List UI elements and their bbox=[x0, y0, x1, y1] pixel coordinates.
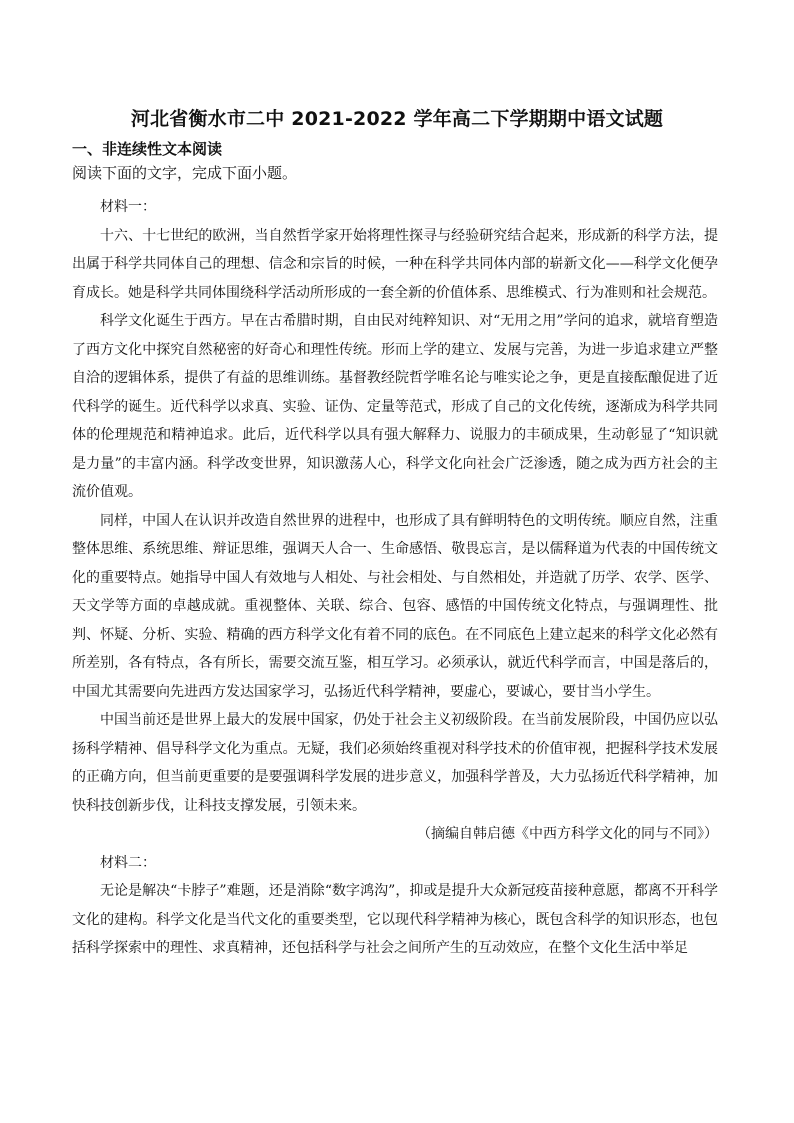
material2-paragraph-1: 无论是解决“卡脖子”难题，还是消除“数字鸿沟”，抑或是提升大众新冠疫苗接种意愿，都离不开科学文化的建构。科学文化是当代文化的重要类型，它以现代科学精神为核心，既包含科学的知识形态，也包括科学探索中的理性、求真精神，还包括科学与社会之间所产生的互动效应，在整个文化生活中举足 bbox=[72, 883, 718, 956]
material1-label: 材料一： bbox=[100, 199, 156, 215]
material1-paragraph-1: 十六、十七世纪的欧洲，当自然哲学家开始将理性探寻与经验研究结合起来，形成新的科学方法，提出属于科学共同体自己的理想、信念和宗旨的时候，一种在科学共同体内部的崭新文化——科学文化便孕育成长。她是科学共同体围绕科学活动所形成的一套全新的价值体系、思维模式、行为准则和社会规范。 bbox=[72, 227, 718, 301]
material1-paragraph-2: 科学文化诞生于西方。早在古希腊时期，自由民对纯粹知识、对“无用之用”学问的追求，就培育塑造了西方文化中探究自然秘密的好奇心和理性传统。形而上学的建立、发展与完善，为进一步追求建立严整自洽的逻辑体系，提供了有益的思维训练。基督教经院哲学唯名论与唯实论之争，更是直接酝酿促进了近代科学的诞生。近代科学以求真、实验、证伪、定量等范式，形成了自己的文化传统，逐渐成为科学共同体的伦理规范和精神追求。此后，近代科学以具有强大解释力、说服力的丰硕成果，生动彰显了“知识就是力量”的丰富内涵。科学改变世界，知识激荡人心，科学文化向社会广泛渗透，随之成为西方社会的主流价值观。 bbox=[72, 313, 718, 500]
reading-passage bbox=[72, 193, 718, 963]
material1-source: （摘编自韩启德《中西方科学文化的同与不同》） bbox=[417, 826, 718, 842]
section-heading: 一、非连续性文本阅读 bbox=[72, 140, 223, 158]
instruction-text: 阅读下面的文字，完成下面小题。 bbox=[72, 164, 298, 182]
material1-paragraph-4: 中国当前还是世界上最大的发展中国家，仍处于社会主义初级阶段。在当前发展阶段，中国仍应以弘扬科学精神、倡导科学文化为重点。无疑，我们必须始终重视对科学技术的价值审视，把握科学技术发展的正确方向，但当前更重要的是要强调科学发展的进步意义，加强科学普及，大力弘扬近代科学精神，加快科技创新步伐，让科技支撑发展，引领未来。 bbox=[72, 712, 718, 814]
document-title: 河北省衡水市二中 2021-2022 学年高二下学期期中语文试题 bbox=[130, 108, 664, 130]
material1-paragraph-3: 同样，中国人在认识并改造自然世界的进程中，也形成了具有鲜明特色的文明传统。顺应自然，注重整体思维、系统思维、辩证思维，强调天人合一、生命感悟、敬畏忘言，是以儒释道为代表的中国传统文化的重要特点。她指导中国人有效地与人相处、与社会相处、与自然相处，并造就了历学、农学、医学、天文学等方面的卓越成就。重视整体、关联、综合、包容、感悟的中国传统文化特点，与强调理性、批判、怀疑、分析、实验、精确的西方科学文化有着不同的底色。在不同底色上建立起来的科学文化必然有所差别，各有特点，各有所长，需要交流互鉴，相互学习。必须承认，就近代科学而言，中国是落后的，中国尤其需要向先进西方发达国家学习，弘扬近代科学精神，要虚心，要诚心，要甘当小学生。 bbox=[72, 512, 718, 700]
material2-label: 材料二： bbox=[100, 854, 156, 871]
